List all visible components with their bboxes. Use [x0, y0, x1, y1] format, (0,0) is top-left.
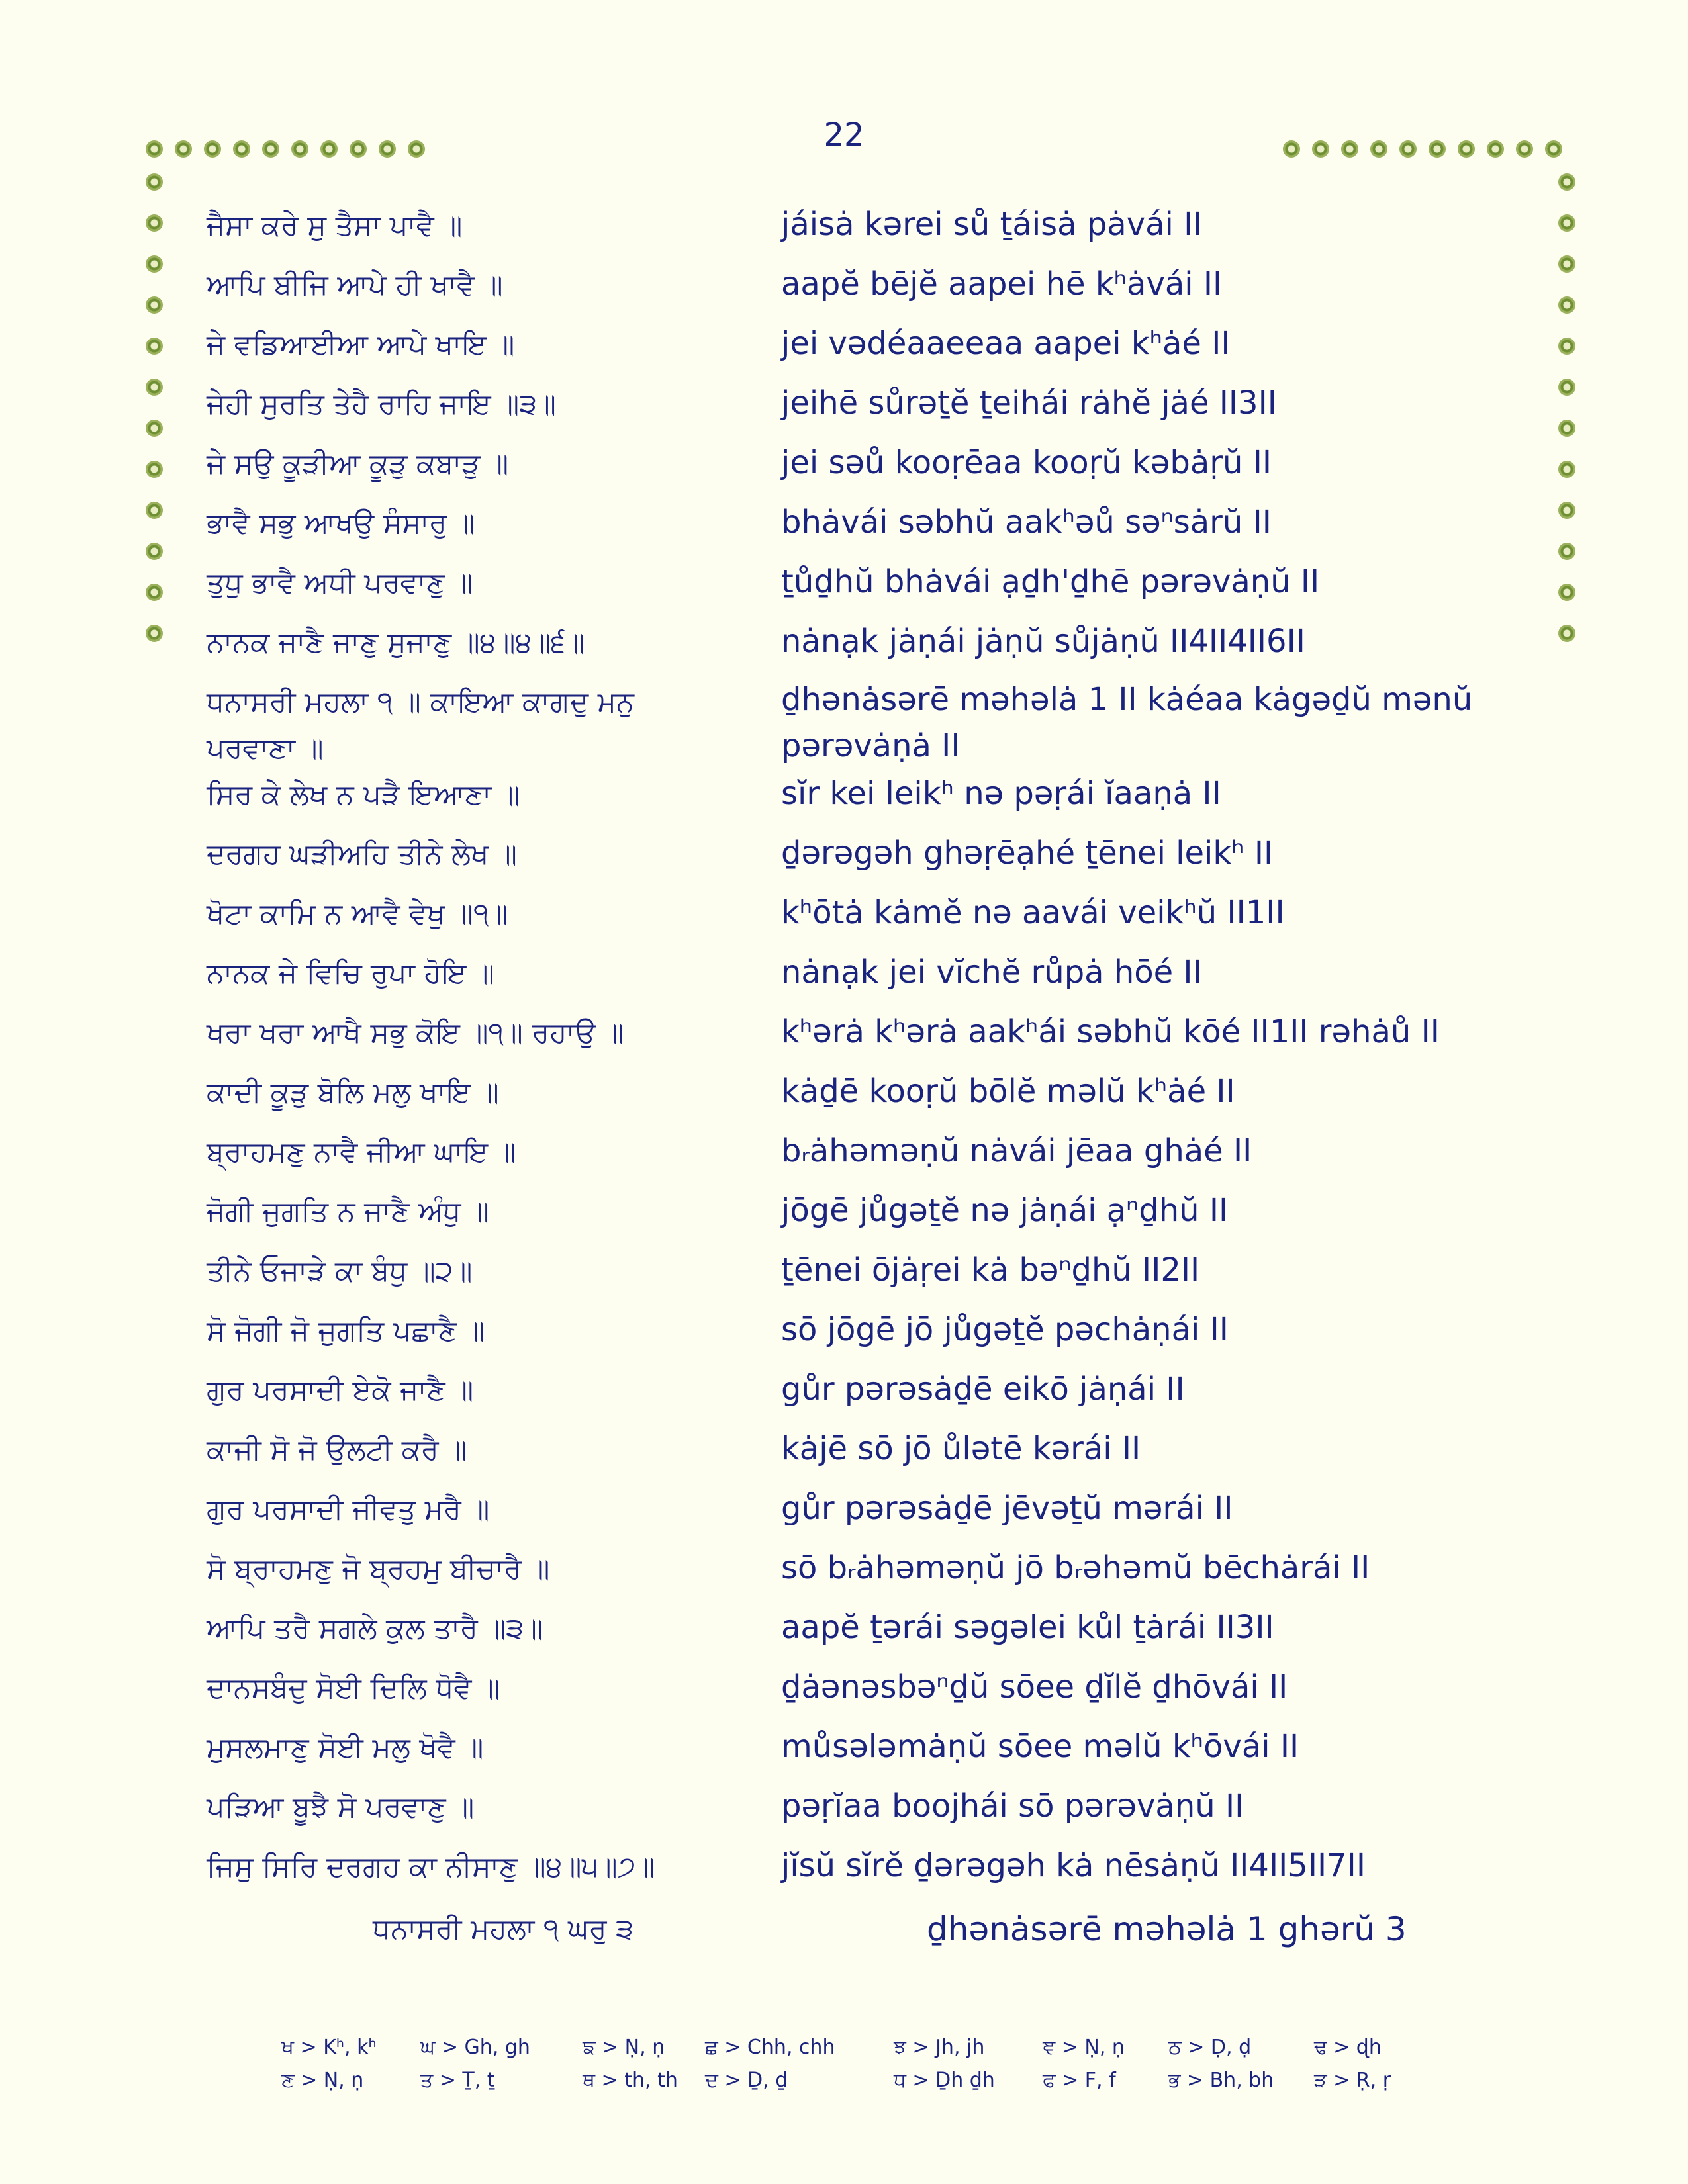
verse-row: [0, 1839, 1688, 1898]
verse-transliteration: nȧnạk jȧṇái jȧṇŭ sůjȧṇŭ II4II4II6II: [781, 623, 1305, 660]
verse-gurmukhi: ਬ੍ਰਾਹਮਣੁ ਨਾਵੈ ਜੀਆ ਘਾਇ ॥: [207, 1136, 516, 1169]
legend-entry: ਥ > th, th: [583, 2069, 678, 2092]
verse-transliteration: bᵣȧhəməṇŭ nȧvái jēaa ghȧé II: [781, 1132, 1252, 1169]
verse-transliteration: kȧjē sō jō ůlətē kərái II: [781, 1430, 1141, 1467]
verse-gurmukhi: ਜੇ ਸਉ ਕੂੜੀਆ ਕੂੜੁ ਕਬਾੜੁ ॥: [207, 447, 509, 480]
verse-row: [0, 555, 1688, 614]
verse-gurmukhi: ਦਾਨਸਬੰਦੁ ਸੋਈ ਦਿਲਿ ਧੋਵੈ ॥: [207, 1672, 500, 1705]
verse-row: [0, 1719, 1688, 1779]
verse-transliteration: kʰōtȧ kȧmĕ nə aavái veikʰŭ II1II: [781, 894, 1285, 931]
legend-entry: ਫ > F, f: [1043, 2069, 1116, 2092]
verse-transliteration: sō jōgē jō jůgəṯĕ pəchȧṇái II: [781, 1311, 1229, 1348]
verse-gurmukhi: ਨਾਨਕ ਜਾਣੈ ਜਾਣੁ ਸੁਜਾਣੁ ॥੪॥੪॥੬॥: [207, 626, 585, 659]
verse-gurmukhi: ਜੇਹੀ ਸੁਰਤਿ ਤੇਹੈ ਰਾਹਿ ਜਾਇ ॥੩॥: [207, 388, 557, 421]
legend-entry: ਘ > Gh, gh: [420, 2036, 530, 2059]
verse-transliteration: ḏərəgəh ghəṛēạhé ṯēnei leikʰ II: [781, 835, 1274, 872]
verse-gurmukhi: ਧਨਾਸਰੀ ਮਹਲਾ ੧ ॥ ਕਾਇਆ ਕਾਗਦੁ ਮਨੁ ਪਰਵਾਣਾ ॥: [207, 686, 634, 765]
legend-entry: ਭ > Bh, bh: [1168, 2069, 1274, 2092]
verse-transliteration: jei vədéaaeeaa aapei kʰȧé II: [781, 325, 1231, 362]
verse-transliteration: aapĕ bējĕ aapei hē kʰȧvái II: [781, 265, 1223, 302]
verse-transliteration: ḏhənȧsərē məhəlȧ 1 II kȧéaa kȧgəḏŭ mənŭ pərəvȧṇȧ II: [781, 681, 1473, 764]
transliteration-legend: [0, 2032, 1688, 2105]
verse-gurmukhi: ਜੈਸਾ ਕਰੇ ਸੁ ਤੈਸਾ ਪਾਵੈ ॥: [207, 209, 463, 242]
legend-entry: ਦ > Ḏ, ḏ: [705, 2069, 788, 2092]
verse-row: [0, 1541, 1688, 1600]
verse-row: [0, 1481, 1688, 1541]
legend-entry: ਤ > Ṯ, ṯ: [420, 2069, 495, 2092]
verse-row: [0, 674, 1688, 766]
verse-row: [0, 1124, 1688, 1183]
verse-transliteration: bhȧvái səbhŭ aakʰəů səⁿsȧrŭ II: [781, 504, 1272, 541]
verse-row: [0, 1660, 1688, 1719]
verse-gurmukhi: ਕਾਜੀ ਸੋ ਜੋ ਉਲਟੀ ਕਰੈ ॥: [207, 1433, 467, 1467]
verse-transliteration: ḏȧənəsbəⁿḏŭ sōee ḏĭlĕ ḏhōvái II: [781, 1668, 1288, 1706]
verse-row: [0, 316, 1688, 376]
verse-transliteration: můsələmȧṇŭ sōee məlŭ kʰōvái II: [781, 1728, 1299, 1765]
legend-entry: ਙ > Ṇ, ṇ: [583, 2036, 665, 2059]
verse-transliteration: pəṛĭaa boojhái sō pərəvȧṇŭ II: [781, 1788, 1244, 1825]
verse-row: [0, 435, 1688, 495]
verse-row: [0, 1243, 1688, 1302]
legend-entry: ਞ > Ṇ, ṇ: [1043, 2036, 1125, 2059]
legend-entry: ਠ > Ḍ, ḍ: [1168, 2036, 1252, 2059]
verse-gurmukhi: ਨਾਨਕ ਜੇ ਵਿਚਿ ਰੁਪਾ ਹੋਇ ॥: [207, 957, 494, 990]
verse-gurmukhi: ਤੁਧੁ ਭਾਵੈ ਅਧੀ ਪਰਵਾਣੁ ॥: [207, 567, 473, 600]
verse-gurmukhi: ਪੜਿਆ ਬੂਝੈ ਸੋ ਪਰਵਾਣੁ ॥: [207, 1791, 475, 1824]
verse-row: [0, 945, 1688, 1005]
verse-row: [0, 1779, 1688, 1839]
legend-entry: ਖ > Kʰ, kʰ: [281, 2036, 377, 2059]
verse-gurmukhi: ਆਪਿ ਬੀਜਿ ਆਪੇ ਹੀ ਖਾਵੈ ॥: [207, 269, 503, 302]
verse-transliteration: jei səů kooṛēaa kooṛŭ kəbȧṛŭ II: [781, 444, 1272, 481]
verse-transliteration: jáisȧ kərei sů ṯáisȧ pȧvái II: [781, 206, 1203, 243]
verse-row: [0, 766, 1688, 826]
verse-transliteration: nȧnạk jei vĭchĕ růpȧ hōé II: [781, 954, 1202, 991]
verse-gurmukhi: ਖੋਟਾ ਕਾਮਿ ਨ ਆਵੈ ਵੇਖੁ ॥੧॥: [207, 897, 508, 931]
verse-gurmukhi: ਦਰਗਹ ਘੜੀਅਹਿ ਤੀਨੇ ਲੇਖ ॥: [207, 838, 518, 871]
verse-gurmukhi: ਤੀਨੇ ਓਜਾੜੇ ਕਾ ਬੰਧੁ ॥੨॥: [207, 1255, 473, 1288]
verse-gurmukhi: ਜੇ ਵਡਿਆਈਆ ਆਪੇ ਖਾਇ ॥: [207, 328, 515, 361]
verse-gurmukhi: ਜੋਗੀ ਜੁਗਤਿ ਨ ਜਾਣੈ ਅੰਧੁ ॥: [207, 1195, 489, 1228]
verse-row: [0, 1005, 1688, 1064]
verse-gurmukhi: ਗੁਰ ਪਰਸਾਦੀ ਏਕੋ ਜਾਣੈ ॥: [207, 1374, 474, 1407]
verse-transliteration: ṯůḏhŭ bhȧvái ạḏh'ḏhē pərəvȧṇŭ II: [781, 563, 1320, 600]
verse-gurmukhi: ਕਾਦੀ ਕੂੜੁ ਬੋਲਿ ਮਲੁ ਖਾਇ ॥: [207, 1076, 499, 1109]
verse-gurmukhi: ਸਿਰ ਕੇ ਲੇਖ ਨ ਪੜੈ ਇਆਣਾ ॥: [207, 778, 520, 811]
verse-transliteration: sĭr kei leikʰ nə pəṛái ĭaaṇȧ II: [781, 775, 1221, 812]
verse-row: [0, 614, 1688, 674]
verse-row: [0, 376, 1688, 435]
verse-transliteration: gůr pərəsȧḏē jēvəṯŭ mərái II: [781, 1490, 1233, 1527]
verse-row: [0, 1600, 1688, 1660]
legend-entry: ਧ > Ḏh ḏh: [894, 2069, 995, 2092]
verse-gurmukhi: ਆਪਿ ਤਰੈ ਸਗਲੇ ਕੁਲ ਤਾਰੈ ॥੩॥: [207, 1612, 543, 1645]
verse-row: [0, 1362, 1688, 1422]
verse-row: [0, 886, 1688, 945]
verse-gurmukhi: ਗੁਰ ਪਰਸਾਦੀ ਜੀਵਤੁ ਮਰੈ ॥: [207, 1493, 490, 1526]
verse-gurmukhi: ਸੋ ਜੋਗੀ ਜੋ ਜੁਗਤਿ ਪਛਾਣੈ ॥: [207, 1314, 485, 1347]
verse-transliteration: ṯēnei ōjȧṛei kȧ bəⁿḏhŭ II2II: [781, 1251, 1200, 1289]
verse-row: [0, 1302, 1688, 1362]
verse-gurmukhi: ਮੁਸਲਮਾਣੁ ਸੋਈ ਮਲੁ ਖੋਵੈ ॥: [207, 1731, 484, 1764]
verse-row: [0, 197, 1688, 257]
legend-entry: ਢ > ɖh: [1314, 2036, 1382, 2059]
legend-entry: ਛ > Chh, chh: [705, 2036, 835, 2059]
verse-gurmukhi: ਸੋ ਬ੍ਰਾਹਮਣੁ ਜੋ ਬ੍ਰਹਮੁ ਬੀਚਾਰੈ ॥: [207, 1553, 550, 1586]
verse-gurmukhi: ਖਰਾ ਖਰਾ ਆਖੈ ਸਭੁ ਕੋਇ ॥੧॥ ਰਹਾਉ ॥: [207, 1017, 624, 1050]
verse-gurmukhi: ਜਿਸੁ ਸਿਰਿ ਦਰਗਹ ਕਾ ਨੀਸਾਣੁ ॥੪॥੫॥੭॥: [207, 1850, 655, 1884]
verse-transliteration: sō bᵣȧhəməṇŭ jō bᵣəhəmŭ bēchȧrái II: [781, 1549, 1370, 1586]
verse-row: [0, 826, 1688, 886]
page-number: 22: [823, 116, 865, 154]
verse-row: [0, 1183, 1688, 1243]
verse-gurmukhi: ਭਾਵੈ ਸਭੁ ਆਖਉ ਸੰਸਾਰੁ ॥: [207, 507, 475, 540]
verse-transliteration: jĭsŭ sĭrĕ ḏərəgəh kȧ nēsȧṇŭ II4II5II7II: [781, 1847, 1366, 1884]
verse-row: [0, 1064, 1688, 1124]
legend-entry: ਝ > Jh, jh: [894, 2036, 985, 2059]
verse-row: [0, 1422, 1688, 1481]
legend-entry: ੜ > Ṛ, ṛ: [1314, 2069, 1391, 2092]
verse-transliteration: jeihē sůrəṯĕ ṯeihái rȧhĕ jȧé II3II: [781, 385, 1277, 422]
verse-row: [0, 495, 1688, 555]
verse-transliteration: kȧḏē kooṛŭ bōlĕ məlŭ kʰȧé II: [781, 1073, 1235, 1110]
section-heading-transliteration: ḏhənȧsərē məhəlȧ 1 ghərŭ 3: [927, 1910, 1407, 1948]
legend-entry: ਣ > Ṇ, ṇ: [281, 2069, 364, 2092]
verse-transliteration: jōgē jůgəṯĕ nə jȧṇái ạⁿḏhŭ II: [781, 1192, 1229, 1229]
verse-row: [0, 257, 1688, 316]
verse-transliteration: gůr pərəsȧḏē eikō jȧṇái II: [781, 1371, 1185, 1408]
verse-transliteration: kʰərȧ kʰərȧ aakʰái səbhŭ kōé II1II rəhȧů II: [781, 1013, 1440, 1050]
section-heading-gurmukhi: ਧਨਾਸਰੀ ਮਹਲਾ ੧ ਘਰੁ ੩: [373, 1913, 633, 1946]
verse-transliteration: aapĕ ṯərái səgəlei kůl ṯȧrái II3II: [781, 1609, 1274, 1646]
